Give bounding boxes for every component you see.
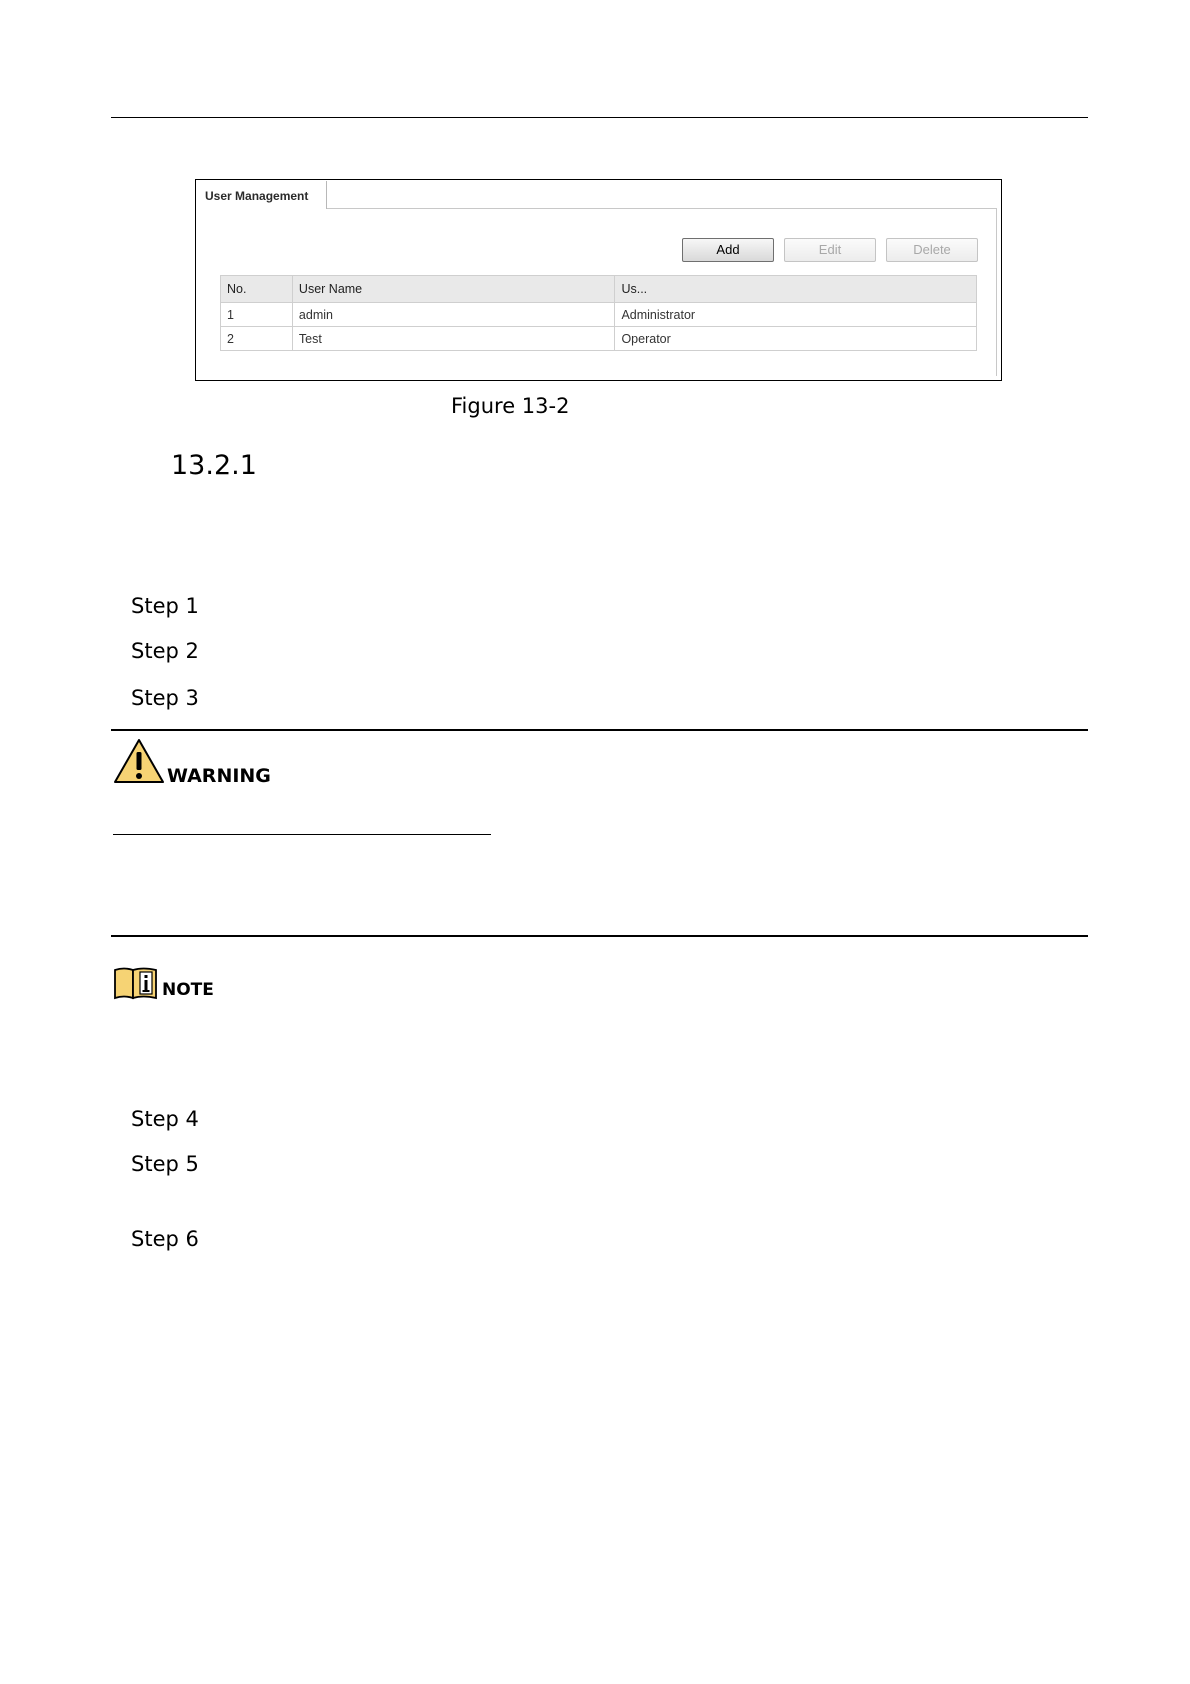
header-rule [111,117,1088,118]
column-header-user-name[interactable]: User Name [292,276,615,303]
user-table [220,275,977,351]
cell-user-name: admin [292,303,615,327]
warning-label: WARNING [167,765,271,787]
step-6-label: Step 6 [131,1227,199,1251]
step-1-label: Step 1 [131,594,199,618]
table-row[interactable] [221,327,977,351]
panel-border [996,208,997,376]
tab-user-management[interactable]: User Management [197,181,327,209]
cell-no: 1 [221,303,293,327]
column-header-no[interactable]: No. [221,276,293,303]
warning-bottom-rule [111,935,1088,937]
cell-user-name: Test [292,327,615,351]
section-heading: 13.2.1 [171,450,257,481]
step-4-label: Step 4 [131,1107,199,1131]
user-management-figure [195,179,1002,381]
figure-caption: Figure 13-2 [451,394,570,418]
table-header-row [221,276,977,303]
cell-user-type: Operator [615,327,977,351]
cell-user-type: Administrator [615,303,977,327]
warning-triangle-icon [113,737,165,785]
add-button[interactable]: Add [682,238,774,262]
cell-no: 2 [221,327,293,351]
warning-underline [113,834,491,835]
note-label: NOTE [162,980,214,1000]
warning-top-rule [111,729,1088,731]
column-header-user-type[interactable]: Us... [615,276,977,303]
tab-divider [327,208,997,209]
table-row[interactable] [221,303,977,327]
edit-button[interactable]: Edit [784,238,876,262]
step-5-label: Step 5 [131,1152,199,1176]
step-3-label: Step 3 [131,686,199,710]
delete-button[interactable]: Delete [886,238,978,262]
step-2-label: Step 2 [131,639,199,663]
book-info-icon [113,966,159,1001]
